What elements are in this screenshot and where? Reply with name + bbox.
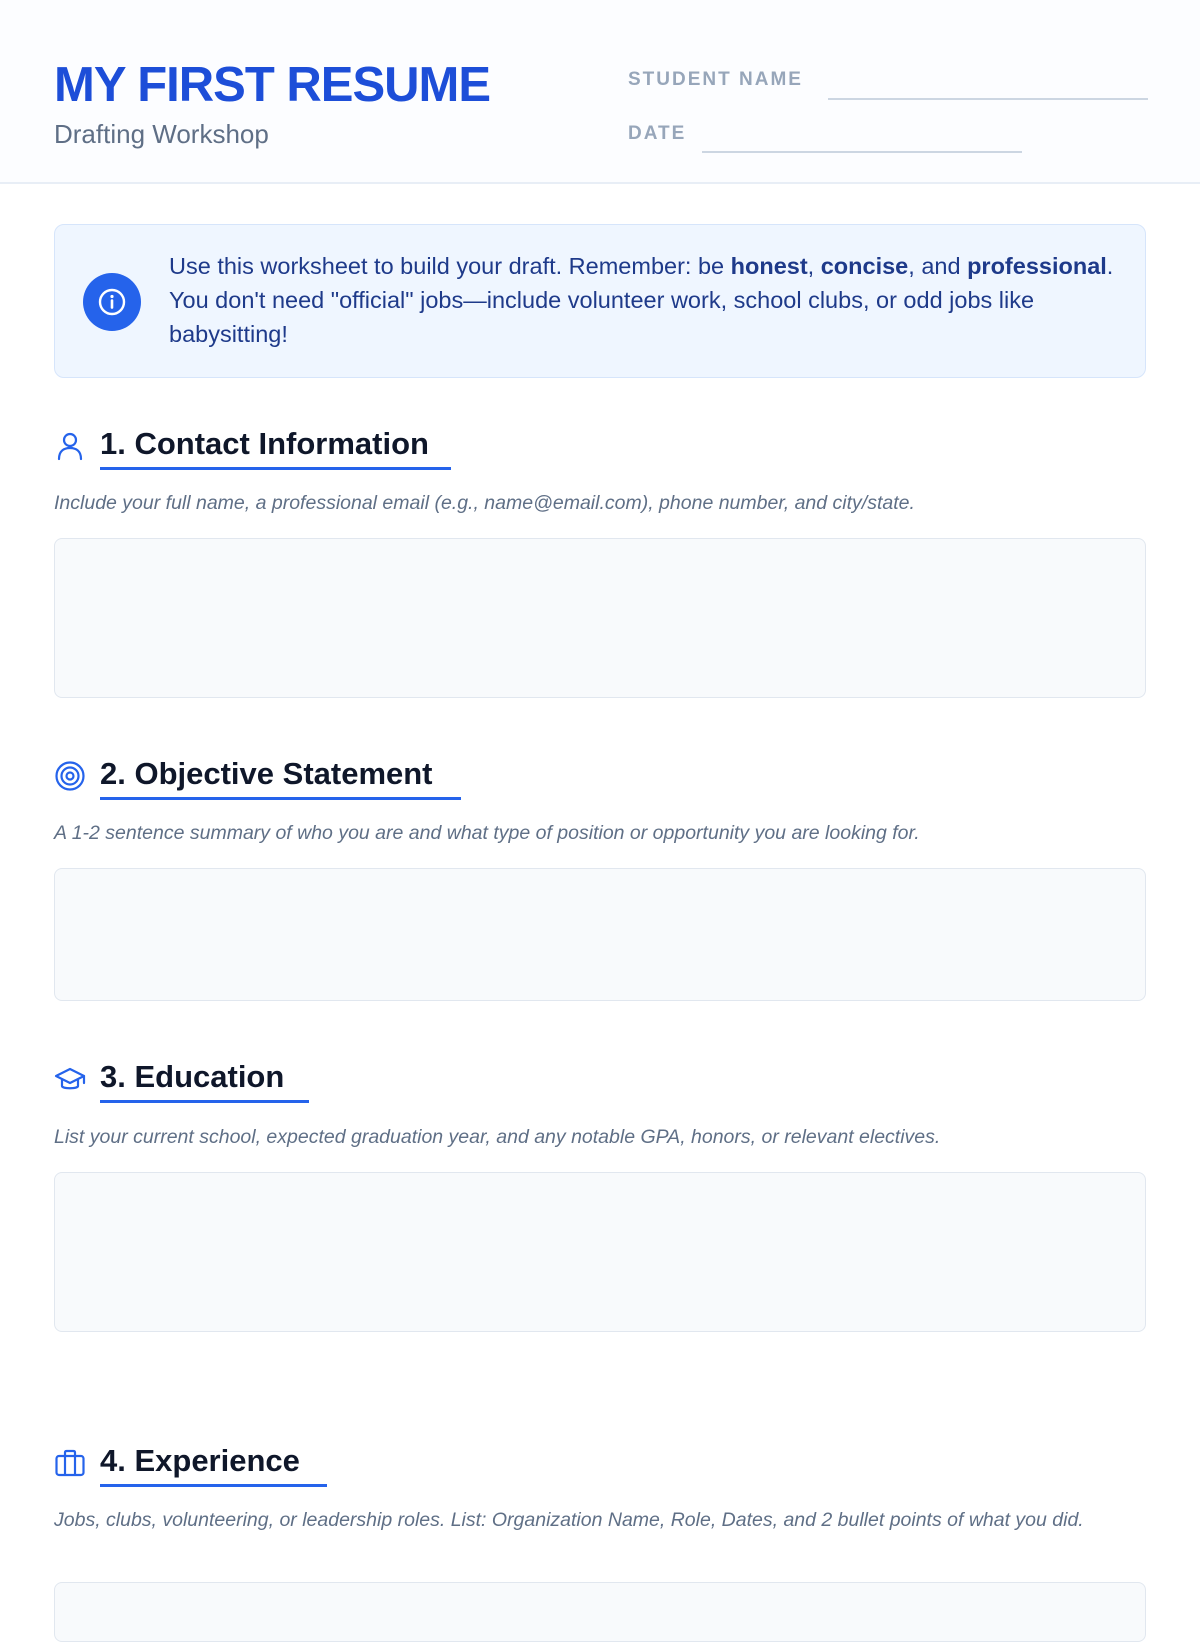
date-field[interactable] (702, 151, 1022, 153)
user-icon (54, 430, 86, 467)
section-title: 2. Objective Statement (100, 756, 433, 791)
info-callout (54, 224, 1146, 378)
section-description: Include your full name, a professional email (e.g., name@email.com), phone number, and city/state. (54, 492, 915, 514)
objective-statement-answer-box[interactable] (54, 868, 1146, 1001)
worksheet-header (0, 0, 1200, 184)
experience-answer-box[interactable] (54, 1582, 1146, 1642)
section-description: List your current school, expected graduation year, and any notable GPA, honors, or relevant electives. (54, 1126, 941, 1148)
page-subtitle: Drafting Workshop (54, 119, 269, 149)
page-title: MY FIRST RESUME (54, 58, 491, 112)
section-underline (100, 467, 451, 470)
section-title: 3. Education (100, 1059, 285, 1094)
section-description: Jobs, clubs, volunteering, or leadership roles. List: Organization Name, Role, Dates, and 2 bullet points of what you did. (54, 1509, 1084, 1531)
section-title: 1. Contact Information (100, 426, 429, 461)
info-callout-text: Use this worksheet to build your draft. Remember: be honest, concise, and professional. You don't need "official" jobs—include volunteer work, school clubs, or odd jobs like babysitting! (169, 253, 1114, 347)
section-description: A 1-2 sentence summary of who you are and what type of position or opportunity you are looking for. (54, 822, 920, 844)
education-answer-box[interactable] (54, 1172, 1146, 1332)
section-title: 4. Experience (100, 1443, 300, 1478)
contact-information-answer-box[interactable] (54, 538, 1146, 698)
section-underline (100, 797, 461, 800)
date-label: DATE (628, 123, 687, 144)
briefcase-icon (54, 1447, 86, 1484)
student-name-label: STUDENT NAME (628, 69, 803, 90)
info-icon (83, 273, 141, 331)
graduation-cap-icon (54, 1063, 86, 1100)
student-name-field[interactable] (828, 98, 1148, 100)
section-underline (100, 1100, 309, 1103)
target-icon (54, 760, 86, 797)
section-underline (100, 1484, 327, 1487)
